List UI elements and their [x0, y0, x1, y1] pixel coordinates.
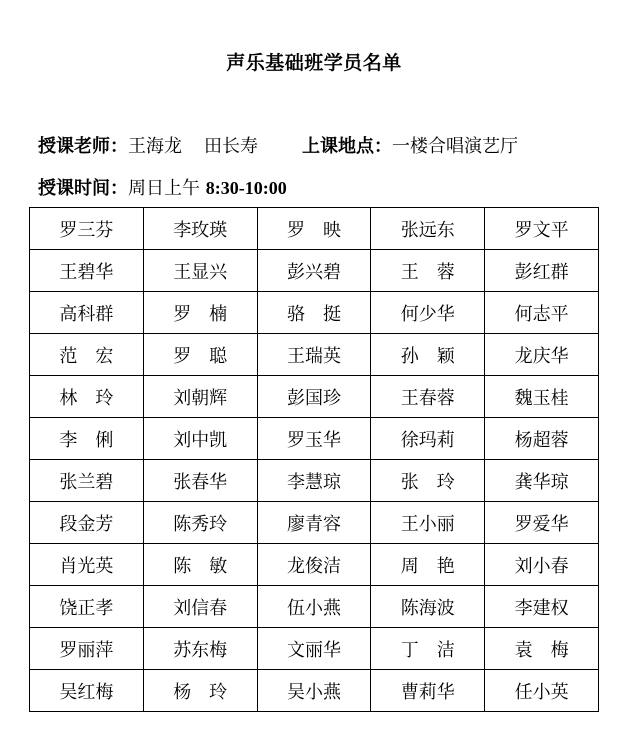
student-name-cell: 丁 洁	[371, 628, 485, 670]
student-name-cell: 高科群	[30, 292, 144, 334]
student-name-cell: 罗 聪	[143, 334, 257, 376]
student-name-cell: 李慧琼	[257, 460, 371, 502]
student-name-cell: 王小丽	[371, 502, 485, 544]
table-row	[30, 250, 599, 292]
student-name-cell: 林 玲	[30, 376, 144, 418]
roster-body	[30, 208, 599, 712]
student-name-cell: 段金芳	[30, 502, 144, 544]
student-name-cell: 龙庆华	[485, 334, 599, 376]
student-name-cell: 徐玛莉	[371, 418, 485, 460]
student-name-cell: 饶正孝	[30, 586, 144, 628]
student-name-cell: 骆 挺	[257, 292, 371, 334]
student-name-cell: 王显兴	[143, 250, 257, 292]
table-row	[30, 544, 599, 586]
table-row	[30, 670, 599, 712]
time-line	[38, 174, 287, 200]
table-row	[30, 586, 599, 628]
time-range: 8:30-10:00	[205, 178, 287, 198]
student-name-cell: 刘朝辉	[143, 376, 257, 418]
student-name-cell: 吴红梅	[30, 670, 144, 712]
student-name-cell: 杨超蓉	[485, 418, 599, 460]
student-name-cell: 罗玉华	[257, 418, 371, 460]
table-row	[30, 376, 599, 418]
time-day: 周日上午	[128, 178, 206, 199]
student-roster-table	[29, 207, 599, 712]
student-name-cell: 伍小燕	[257, 586, 371, 628]
student-name-cell: 陈 敏	[143, 544, 257, 586]
student-name-cell: 苏东梅	[143, 628, 257, 670]
student-name-cell: 彭国珍	[257, 376, 371, 418]
student-name-cell: 龚华琼	[485, 460, 599, 502]
student-name-cell: 孙 颖	[371, 334, 485, 376]
student-name-cell: 吴小燕	[257, 670, 371, 712]
student-name-cell: 张远东	[371, 208, 485, 250]
student-name-cell: 杨 玲	[143, 670, 257, 712]
table-row	[30, 502, 599, 544]
table-row	[30, 334, 599, 376]
student-name-cell: 陈海波	[371, 586, 485, 628]
student-name-cell: 何志平	[485, 292, 599, 334]
student-name-cell: 彭兴碧	[257, 250, 371, 292]
student-name-cell: 罗 楠	[143, 292, 257, 334]
student-name-cell: 曹莉华	[371, 670, 485, 712]
location-value: 一楼合唱演艺厅	[392, 136, 518, 157]
student-name-cell: 罗爱华	[485, 502, 599, 544]
student-name-cell: 李玫瑛	[143, 208, 257, 250]
student-name-cell: 张 玲	[371, 460, 485, 502]
teacher-location-line	[38, 132, 518, 158]
table-row	[30, 460, 599, 502]
student-name-cell: 彭红群	[485, 250, 599, 292]
student-name-cell: 罗文平	[485, 208, 599, 250]
teacher-name-2: 田长寿	[204, 136, 258, 157]
student-name-cell: 刘信春	[143, 586, 257, 628]
student-name-cell: 刘小春	[485, 544, 599, 586]
document-title: 声乐基础班学员名单	[226, 52, 402, 74]
student-name-cell: 范 宏	[30, 334, 144, 376]
student-name-cell: 廖青容	[257, 502, 371, 544]
teacher-name-1: 王海龙	[128, 136, 182, 157]
student-name-cell: 李 俐	[30, 418, 144, 460]
table-row	[30, 292, 599, 334]
student-name-cell: 魏玉桂	[485, 376, 599, 418]
student-name-cell: 王春蓉	[371, 376, 485, 418]
student-name-cell: 龙俊洁	[257, 544, 371, 586]
student-name-cell: 何少华	[371, 292, 485, 334]
student-name-cell: 袁 梅	[485, 628, 599, 670]
student-name-cell: 任小英	[485, 670, 599, 712]
student-name-cell: 张兰碧	[30, 460, 144, 502]
student-name-cell: 刘中凯	[143, 418, 257, 460]
student-name-cell: 周 艳	[371, 544, 485, 586]
table-row	[30, 418, 599, 460]
student-name-cell: 罗三芬	[30, 208, 144, 250]
student-name-cell: 王 蓉	[371, 250, 485, 292]
location-label: 上课地点：	[302, 136, 392, 157]
table-row	[30, 208, 599, 250]
student-name-cell: 罗丽萍	[30, 628, 144, 670]
teacher-label: 授课老师：	[38, 136, 128, 157]
student-name-cell: 陈秀玲	[143, 502, 257, 544]
student-name-cell: 张春华	[143, 460, 257, 502]
student-name-cell: 罗 映	[257, 208, 371, 250]
student-name-cell: 文丽华	[257, 628, 371, 670]
table-row	[30, 628, 599, 670]
time-label: 授课时间：	[38, 178, 128, 199]
student-name-cell: 王瑞英	[257, 334, 371, 376]
student-name-cell: 王碧华	[30, 250, 144, 292]
student-name-cell: 肖光英	[30, 544, 144, 586]
student-name-cell: 李建权	[485, 586, 599, 628]
